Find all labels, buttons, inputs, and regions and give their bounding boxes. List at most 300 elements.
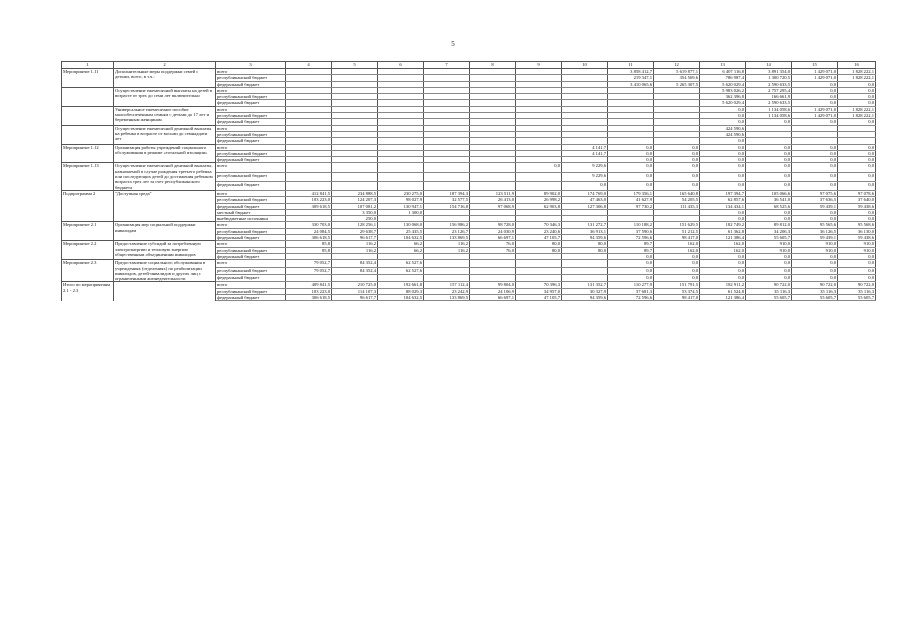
- value-cell: 0,0: [792, 100, 838, 106]
- value-cell: 89,7: [608, 247, 654, 253]
- value-cell: 151 791,5: [654, 282, 700, 288]
- value-cell: [286, 181, 332, 190]
- value-cell: 0,0: [654, 172, 700, 181]
- value-cell: 6 407 116,8: [700, 69, 746, 75]
- value-cell: 192 661,8: [378, 282, 424, 288]
- value-cell: 0,0: [838, 216, 876, 222]
- value-cell: 5 983 026,2: [700, 87, 746, 93]
- value-cell: 130 068,0: [378, 222, 424, 228]
- value-cell: 910,0: [746, 247, 792, 253]
- value-cell: 182 749,2: [700, 222, 746, 228]
- value-cell: 0,0: [838, 172, 876, 181]
- value-cell: 156 986,2: [424, 222, 470, 228]
- header-cell: 13: [700, 62, 746, 69]
- value-cell: 0,0: [700, 260, 746, 267]
- value-cell: 0,0: [700, 209, 746, 215]
- value-cell: 1 429 071,0: [792, 69, 838, 75]
- value-cell: 131 352,7: [562, 282, 608, 288]
- event-cell: [62, 125, 114, 144]
- value-cell: 1 300 720,5: [746, 75, 792, 81]
- value-cell: 0,0: [838, 81, 876, 87]
- value-cell: [516, 181, 562, 190]
- budget-table: [61, 61, 876, 301]
- value-cell: 1 134 058,6: [746, 106, 792, 112]
- value-cell: 72 596,6: [608, 294, 654, 300]
- value-cell: 0,0: [792, 216, 838, 222]
- value-cell: 424 590,6: [700, 131, 746, 137]
- header-cell: 12: [654, 62, 700, 69]
- value-cell: 89 902,0: [516, 190, 562, 196]
- value-cell: 0,0: [700, 253, 746, 259]
- value-cell: 187 394,3: [424, 190, 470, 196]
- value-cell: 59 438,6: [838, 235, 876, 241]
- value-cell: [516, 172, 562, 181]
- value-cell: [378, 181, 424, 190]
- measure-name-cell: [114, 282, 216, 301]
- value-cell: 3 891 354,0: [746, 69, 792, 75]
- event-cell: [62, 106, 114, 125]
- measure-name-cell: Дополнительные меры поддержки семей с детьми, всего, в т.ч.:: [114, 69, 216, 88]
- value-cell: 0,0: [654, 253, 700, 259]
- value-cell: 910,0: [746, 241, 792, 247]
- funding-source-cell: всего: [216, 69, 286, 75]
- value-cell: 0,0: [792, 253, 838, 259]
- header-cell: 6: [378, 62, 424, 69]
- value-cell: 103 223,0: [286, 197, 332, 203]
- value-cell: 0,0: [746, 216, 792, 222]
- value-cell: 0,0: [608, 163, 654, 172]
- value-cell: 134 434,1: [700, 203, 746, 209]
- value-cell: 26 998,2: [516, 197, 562, 203]
- funding-source-cell: всего: [216, 260, 286, 267]
- value-cell: [332, 274, 378, 281]
- funding-source-cell: республиканский бюджет: [216, 131, 286, 137]
- value-cell: [470, 181, 516, 190]
- funding-source-cell: всего: [216, 87, 286, 93]
- value-cell: 0,0: [746, 267, 792, 274]
- table-body: [62, 62, 876, 301]
- value-cell: 90 722,0: [746, 282, 792, 288]
- event-cell: Мероприятие 2.3: [62, 260, 114, 282]
- funding-source-cell: федеральный бюджет: [216, 157, 286, 163]
- value-cell: 104 632,5: [378, 235, 424, 241]
- value-cell: 0,0: [700, 172, 746, 181]
- value-cell: 96 617,7: [332, 235, 378, 241]
- value-cell: 47 463,0: [562, 197, 608, 203]
- value-cell: 85,8: [286, 241, 332, 247]
- value-cell: [470, 163, 516, 172]
- value-cell: 0,0: [792, 172, 838, 181]
- value-cell: 0,0: [654, 274, 700, 281]
- event-cell: Мероприятие 1.12: [62, 144, 114, 163]
- value-cell: 0,0: [792, 209, 838, 215]
- value-cell: 0,0: [746, 172, 792, 181]
- value-cell: 197 394,7: [700, 190, 746, 196]
- value-cell: 162,0: [700, 241, 746, 247]
- value-cell: 99 804,0: [470, 282, 516, 288]
- value-cell: 0,0: [608, 260, 654, 267]
- value-cell: 61 524,8: [700, 288, 746, 294]
- value-cell: 306 618,5: [286, 294, 332, 300]
- value-cell: 2 757 295,4: [746, 87, 792, 93]
- value-cell: 105 066,6: [746, 190, 792, 196]
- value-cell: [516, 274, 562, 281]
- funding-source-cell: федеральный бюджет: [216, 274, 286, 281]
- value-cell: 0,0: [792, 267, 838, 274]
- value-cell: 412 841,5: [286, 190, 332, 196]
- measure-name-cell: Осуществление ежемесячной денежной выплаты, назначаемой в случае рождения третьего ребенка или последующих детей до достижения ребенком возраста трех лет за счет республиканского бюджета: [114, 163, 216, 190]
- value-cell: 37 681,3: [608, 288, 654, 294]
- value-cell: 35 116,3: [792, 288, 838, 294]
- value-cell: 0,0: [746, 150, 792, 156]
- value-cell: [378, 274, 424, 281]
- value-cell: 362 396,8: [700, 94, 746, 100]
- value-cell: 111 435,3: [654, 203, 700, 209]
- value-cell: 55 605,7: [746, 294, 792, 300]
- value-cell: [424, 274, 470, 281]
- value-cell: 23 126,7: [424, 228, 470, 234]
- value-cell: 116,2: [332, 241, 378, 247]
- value-cell: 0,0: [838, 163, 876, 172]
- value-cell: 72 596,6: [608, 235, 654, 241]
- value-cell: 80,0: [562, 247, 608, 253]
- funding-source-cell: всего: [216, 241, 286, 247]
- value-cell: [516, 267, 562, 274]
- value-cell: 234 888,5: [332, 190, 378, 196]
- value-cell: [332, 172, 378, 181]
- value-cell: 23 240,6: [516, 228, 562, 234]
- value-cell: 30 327,9: [562, 288, 608, 294]
- value-cell: 35 116,3: [838, 288, 876, 294]
- funding-source-cell: федеральный бюджет: [216, 138, 286, 144]
- funding-source-cell: республиканский бюджет: [216, 150, 286, 156]
- value-cell: [424, 172, 470, 181]
- value-cell: 162,0: [700, 247, 746, 253]
- value-cell: 0,0: [746, 253, 792, 259]
- table-row: [62, 260, 876, 267]
- value-cell: 35 116,3: [746, 288, 792, 294]
- header-cell: 7: [424, 62, 470, 69]
- value-cell: 55 605,7: [792, 294, 838, 300]
- header-cell: 15: [792, 62, 838, 69]
- value-cell: 0,0: [792, 181, 838, 190]
- value-cell: 0,0: [792, 119, 838, 125]
- value-cell: 70 346,3: [516, 222, 562, 228]
- value-cell: 230 275,0: [378, 190, 424, 196]
- value-cell: 0,0: [608, 150, 654, 156]
- value-cell: 0,0: [700, 216, 746, 222]
- event-cell: Мероприятие 1.13: [62, 163, 114, 190]
- value-cell: 98 728,0: [470, 222, 516, 228]
- value-cell: 121 386,4: [700, 235, 746, 241]
- value-cell: 4 141,7: [562, 150, 608, 156]
- funding-source-cell: федеральный бюджет: [216, 181, 286, 190]
- value-cell: 0,0: [700, 138, 746, 144]
- value-cell: 0,0: [746, 274, 792, 281]
- value-cell: 0,0: [838, 253, 876, 259]
- funding-source-cell: республиканский бюджет: [216, 75, 286, 81]
- value-cell: 0,0: [792, 94, 838, 100]
- value-cell: 95 568,6: [838, 222, 876, 228]
- header-cell: 4: [286, 62, 332, 69]
- value-cell: 9 229,6: [562, 172, 608, 181]
- value-cell: 0,0: [700, 113, 746, 119]
- value-cell: 0,0: [700, 181, 746, 190]
- value-cell: 5 620 029,4: [700, 100, 746, 106]
- measure-name-cell: Осуществление ежемесячной денежной выплаты на ребенка в возрасте от восьми до семнадцати лет: [114, 125, 216, 144]
- value-cell: 151 629,5: [654, 222, 700, 228]
- header-cell: 2: [114, 62, 216, 69]
- value-cell: 97 075,6: [792, 190, 838, 196]
- value-cell: 0,0: [838, 119, 876, 125]
- value-cell: 0,0: [838, 94, 876, 100]
- value-cell: 80,0: [562, 241, 608, 247]
- value-cell: 0,0: [838, 157, 876, 163]
- event-cell: [62, 87, 114, 106]
- value-cell: 182 911,2: [700, 282, 746, 288]
- value-cell: 124 207,3: [332, 197, 378, 203]
- value-cell: 1 429 071,0: [792, 106, 838, 112]
- value-cell: 0,0: [746, 163, 792, 172]
- value-cell: 59 439,1: [792, 203, 838, 209]
- value-cell: 910,0: [792, 247, 838, 253]
- value-cell: 66,2: [378, 241, 424, 247]
- value-cell: 910,0: [838, 241, 876, 247]
- value-cell: [286, 163, 332, 172]
- value-cell: 76,0: [470, 241, 516, 247]
- value-cell: 66,2: [378, 247, 424, 253]
- value-cell: 0,0: [838, 267, 876, 274]
- value-cell: 104 632,5: [378, 294, 424, 300]
- value-cell: 94 359,6: [562, 235, 608, 241]
- value-cell: 0,0: [746, 144, 792, 150]
- value-cell: 98 417,0: [654, 235, 700, 241]
- value-cell: [424, 163, 470, 172]
- value-cell: 0,0: [608, 172, 654, 181]
- value-cell: 2 590 633,5: [746, 100, 792, 106]
- value-cell: 1 429 071,0: [792, 113, 838, 119]
- funding-source-cell: республиканский бюджет: [216, 267, 286, 274]
- value-cell: 5 619 877,1: [654, 69, 700, 75]
- funding-source-cell: федеральный бюджет: [216, 100, 286, 106]
- value-cell: 1 828 222,1: [838, 113, 876, 119]
- measure-name-cell: Организация мер социальной поддержки инвалидам: [114, 222, 216, 241]
- value-cell: 34 957,0: [516, 288, 562, 294]
- value-cell: 219 347,1: [608, 75, 654, 81]
- value-cell: 330 703,0: [286, 222, 332, 228]
- value-cell: 0,0: [654, 267, 700, 274]
- event-cell: Мероприятие 2.2: [62, 241, 114, 260]
- value-cell: 0,0: [654, 150, 700, 156]
- value-cell: 786 987,4: [700, 75, 746, 81]
- value-cell: [378, 163, 424, 172]
- measure-name-cell: Осуществление ежемесячной выплаты на детей в возрасте от трех до семи лет включительно: [114, 87, 216, 106]
- value-cell: 0,0: [654, 163, 700, 172]
- value-cell: 41 627,9: [608, 197, 654, 203]
- funding-source-cell: федеральный бюджет: [216, 235, 286, 241]
- header-cell: 16: [838, 62, 876, 69]
- funding-source-cell: всего: [216, 190, 286, 196]
- value-cell: 24 084,5: [286, 228, 332, 234]
- value-cell: 0,0: [838, 260, 876, 267]
- value-cell: 0,0: [654, 157, 700, 163]
- value-cell: 97 078,6: [838, 190, 876, 196]
- value-cell: 0,0: [700, 119, 746, 125]
- header-cell: 10: [562, 62, 608, 69]
- value-cell: 162,0: [654, 247, 700, 253]
- value-cell: 131 272,7: [562, 222, 608, 228]
- value-cell: 0,0: [608, 267, 654, 274]
- header-cell: 5: [332, 62, 378, 69]
- value-cell: 0,0: [700, 163, 746, 172]
- value-cell: 37 590,6: [608, 228, 654, 234]
- value-cell: 1 828 222,1: [838, 69, 876, 75]
- event-cell: Итого по мероприятиям 2.1 - 2.3: [62, 282, 114, 301]
- value-cell: 66 697,1: [470, 294, 516, 300]
- funding-source-cell: местный бюджет: [216, 209, 286, 215]
- value-cell: 98 417,0: [654, 294, 700, 300]
- value-cell: 34 206,3: [746, 228, 792, 234]
- table-row: [62, 163, 876, 172]
- value-cell: 0,0: [792, 274, 838, 281]
- value-cell: 53 374,5: [654, 288, 700, 294]
- value-cell: 62 527,6: [378, 267, 424, 274]
- value-cell: 66 697,1: [470, 235, 516, 241]
- value-cell: 107 081,2: [332, 203, 378, 209]
- value-cell: 0,0: [838, 144, 876, 150]
- value-cell: 24 030,9: [470, 228, 516, 234]
- value-cell: 0,0: [792, 144, 838, 150]
- value-cell: 0,0: [746, 209, 792, 215]
- value-cell: 90 722,0: [792, 282, 838, 288]
- value-cell: 88 029,3: [378, 288, 424, 294]
- value-cell: 59 439,1: [792, 235, 838, 241]
- value-cell: 0,0: [746, 157, 792, 163]
- value-cell: 114 107,3: [332, 288, 378, 294]
- value-cell: 61 362,8: [700, 228, 746, 234]
- value-cell: 94 359,6: [562, 294, 608, 300]
- funding-source-cell: республиканский бюджет: [216, 172, 286, 181]
- value-cell: 95 565,6: [792, 222, 838, 228]
- value-cell: [470, 172, 516, 181]
- value-cell: 29 638,7: [332, 228, 378, 234]
- value-cell: 55 605,7: [746, 235, 792, 241]
- value-cell: 0,0: [746, 181, 792, 190]
- event-cell: Мероприятие 2.1: [62, 222, 114, 241]
- value-cell: 55 605,7: [838, 294, 876, 300]
- value-cell: 179 356,1: [608, 190, 654, 196]
- value-cell: 0,0: [516, 163, 562, 172]
- value-cell: [470, 260, 516, 267]
- header-cell: 1: [62, 62, 114, 69]
- funding-source-cell: всего: [216, 282, 286, 288]
- value-cell: 133 869,5: [424, 235, 470, 241]
- value-cell: 309 618,5: [286, 203, 332, 209]
- value-cell: 116,2: [424, 247, 470, 253]
- value-cell: 424 590,6: [700, 125, 746, 131]
- header-cell: 9: [516, 62, 562, 69]
- value-cell: 162,0: [654, 241, 700, 247]
- value-cell: 97 068,9: [470, 203, 516, 209]
- value-cell: 0,0: [792, 81, 838, 87]
- value-cell: 84 352,4: [332, 260, 378, 267]
- value-cell: [562, 274, 608, 281]
- value-cell: 0,0: [792, 163, 838, 172]
- value-cell: 0,0: [746, 260, 792, 267]
- value-cell: 0,0: [838, 274, 876, 281]
- funding-source-cell: республиканский бюджет: [216, 113, 286, 119]
- measure-name-cell: "Доступная среда": [114, 190, 216, 221]
- value-cell: 116,2: [424, 241, 470, 247]
- event-cell: Подпрограмма 2: [62, 190, 114, 221]
- page-number: 5: [451, 40, 455, 48]
- funding-source-cell: федеральный бюджет: [216, 253, 286, 259]
- value-cell: 0,0: [562, 181, 608, 190]
- value-cell: 1 828 222,1: [838, 75, 876, 81]
- funding-source-cell: всего: [216, 222, 286, 228]
- funding-source-cell: всего: [216, 125, 286, 131]
- value-cell: 123 511,9: [470, 190, 516, 196]
- value-cell: 80,0: [516, 247, 562, 253]
- value-cell: 157 112,4: [424, 282, 470, 288]
- funding-source-cell: республиканский бюджет: [216, 197, 286, 203]
- value-cell: 89 812,0: [746, 222, 792, 228]
- value-cell: 79 052,7: [286, 267, 332, 274]
- value-cell: [378, 172, 424, 181]
- value-cell: [470, 267, 516, 274]
- value-cell: 90 722,0: [838, 282, 876, 288]
- value-cell: 70 396,3: [516, 282, 562, 288]
- header-cell: 3: [216, 62, 286, 69]
- value-cell: 26 413,0: [470, 197, 516, 203]
- value-cell: 0,0: [654, 260, 700, 267]
- value-cell: 354 569,6: [654, 75, 700, 81]
- value-cell: 3 410 065,6: [608, 81, 654, 87]
- value-cell: 121 386,4: [700, 294, 746, 300]
- measure-name-cell: Предоставление социального обслуживания в учреждениях (отделениях) по реабилитации инвалидов, детей-инвалидов и других лиц с ограниченными жизнедеятельности: [114, 260, 216, 282]
- value-cell: 37 636,5: [792, 197, 838, 203]
- value-cell: 62 857,6: [700, 197, 746, 203]
- value-cell: 250,0: [332, 216, 378, 222]
- value-cell: 0,0: [608, 253, 654, 259]
- value-cell: 166 661,9: [746, 94, 792, 100]
- value-cell: 0,0: [608, 144, 654, 150]
- value-cell: 47 105,7: [516, 235, 562, 241]
- value-cell: 0,0: [746, 119, 792, 125]
- funding-source-cell: федеральный бюджет: [216, 81, 286, 87]
- value-cell: 0,0: [654, 144, 700, 150]
- value-cell: 2 590 633,5: [746, 81, 792, 87]
- value-cell: 0,0: [608, 181, 654, 190]
- value-cell: 0,0: [700, 274, 746, 281]
- value-cell: 3 858 412,7: [608, 69, 654, 75]
- value-cell: 154 716,8: [424, 203, 470, 209]
- value-cell: 0,0: [700, 150, 746, 156]
- value-cell: 3 350,0: [332, 209, 378, 215]
- value-cell: 84 352,4: [332, 267, 378, 274]
- value-cell: 127 306,8: [562, 203, 608, 209]
- value-cell: [562, 267, 608, 274]
- value-cell: 910,0: [838, 247, 876, 253]
- value-cell: 79 052,7: [286, 260, 332, 267]
- value-cell: 68 525,6: [746, 203, 792, 209]
- funding-source-cell: всего: [216, 106, 286, 112]
- value-cell: 910,0: [792, 241, 838, 247]
- value-cell: 103 223,0: [286, 288, 332, 294]
- value-cell: [516, 260, 562, 267]
- value-cell: [332, 181, 378, 190]
- value-cell: 0,0: [700, 267, 746, 274]
